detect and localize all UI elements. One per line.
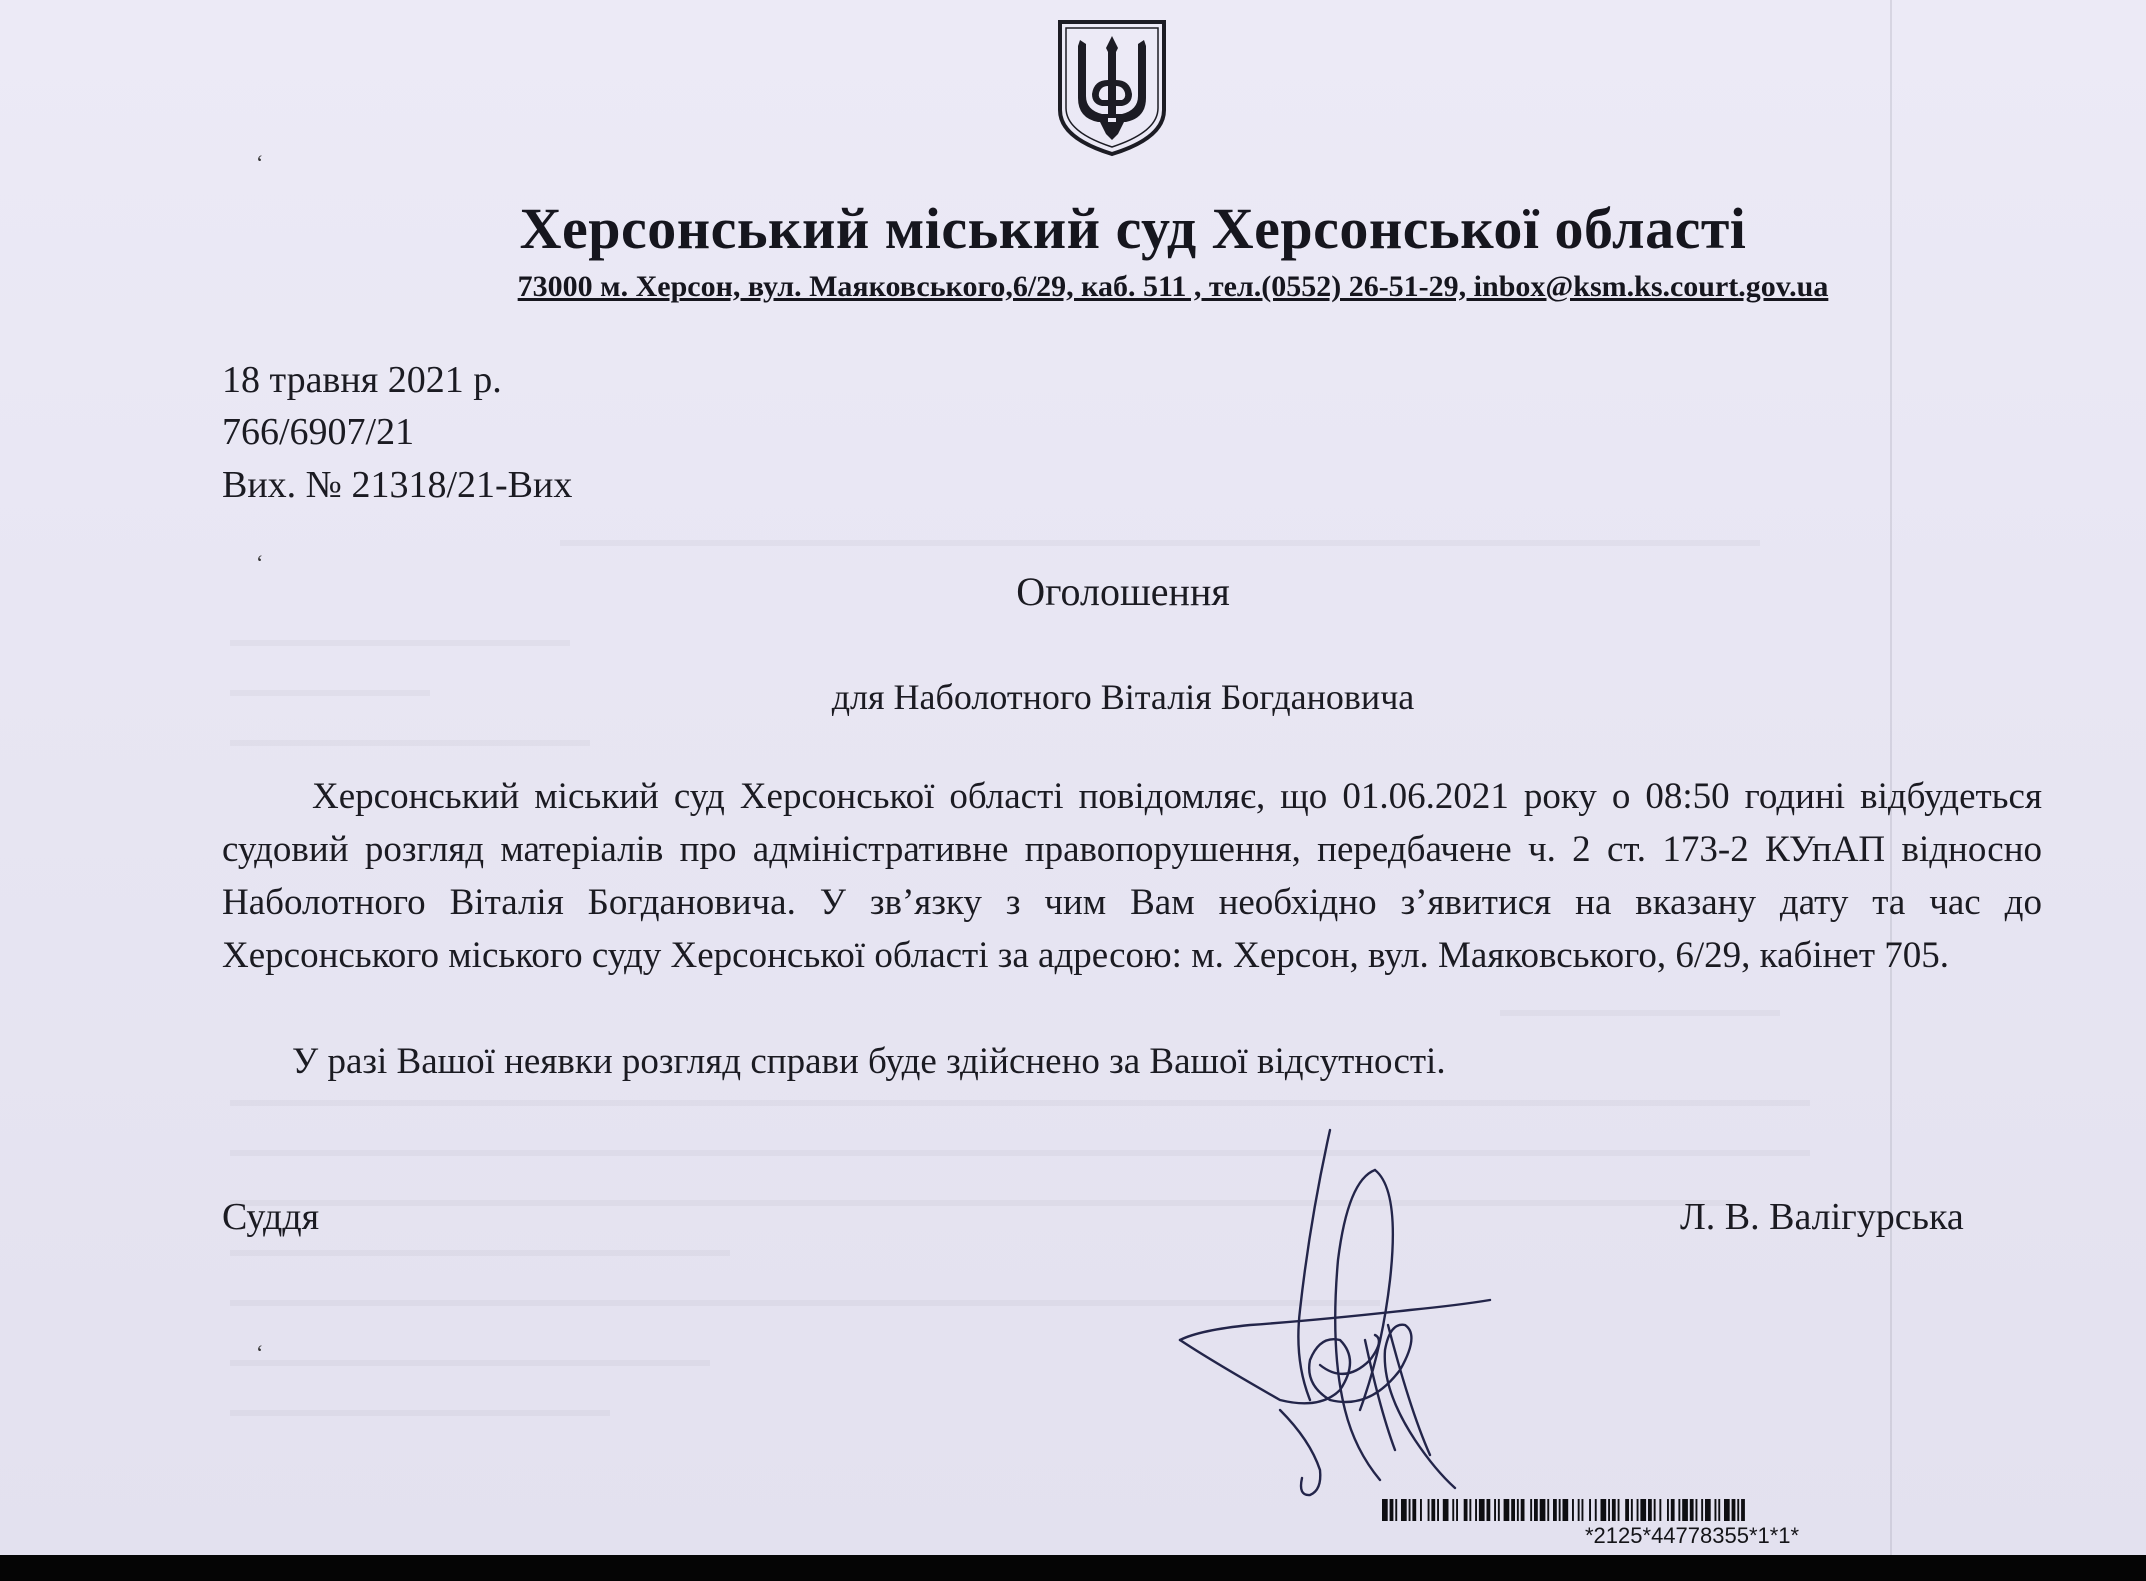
- notice-heading: Оголошення: [1016, 569, 1230, 614]
- barcode-bar: [1582, 1499, 1584, 1521]
- bleed-through-line: [230, 640, 570, 646]
- bleed-through-line: [230, 1100, 1810, 1106]
- barcode-bar: [1732, 1499, 1736, 1521]
- barcode-bar: [1452, 1499, 1454, 1521]
- barcode-bar: [1479, 1499, 1485, 1521]
- outgoing-number: Вих. № 21318/21-Вих: [222, 464, 573, 506]
- barcode-bar: [1464, 1499, 1468, 1521]
- trident-coat-of-arms-icon: [1052, 18, 1172, 158]
- notice-paragraph-1: Херсонський міський суд Херсонської області повідомляє, що 01.06.2021 року о 08:50 годині відбудеться судовий розгляд матеріалів про адміністративне правопорушення, передбачене ч. 2 ст. 173-2 КУпАП відносно Наболотного Віталія Богдановича. У зв’язку з чим Вам необхідно з’явитися на вказану дату та час до Херсонського міського суду Херсонської області за адресою: м. Херсон, вул. Маяковського, 6/29, кабінет 705.: [222, 776, 2042, 976]
- barcode-bar: [1701, 1499, 1703, 1521]
- barcode-number: *2125*44778355*1*1*: [1585, 1523, 1800, 1548]
- case-number: 766/6907/21: [222, 411, 415, 453]
- barcode-bar: [1648, 1499, 1652, 1521]
- barcode-bar: [1608, 1499, 1610, 1521]
- barcode-bar: [1671, 1499, 1675, 1521]
- bleed-through-line: [230, 1360, 710, 1366]
- barcode-bar: [1456, 1499, 1458, 1521]
- barcode-bar: [1682, 1499, 1688, 1521]
- barcode-bar: [1572, 1499, 1574, 1521]
- barcode-bar: [1625, 1499, 1629, 1521]
- barcode-bar: [1547, 1499, 1549, 1521]
- bleed-through-line: [230, 740, 590, 746]
- barcode-bar: [1690, 1499, 1694, 1521]
- barcode-bar: [1511, 1499, 1515, 1521]
- barcode-bar: [1718, 1499, 1720, 1521]
- barcode-bar: [1696, 1499, 1698, 1521]
- judge-role-label: Суддя: [222, 1196, 320, 1238]
- barcode-bar: [1715, 1499, 1717, 1521]
- barcode-bar: [1517, 1499, 1519, 1521]
- barcode-bar: [1589, 1499, 1591, 1521]
- barcode-bar: [1437, 1499, 1439, 1521]
- barcode: [1382, 1499, 2044, 1521]
- barcode-bar: [1631, 1499, 1633, 1521]
- barcode-bar: [1724, 1499, 1730, 1521]
- barcode-bar: [1595, 1499, 1597, 1521]
- barcode-bar: [1654, 1499, 1656, 1521]
- court-title: Херсонський міський суд Херсонської області: [519, 196, 1747, 261]
- barcode-bar: [1475, 1499, 1477, 1521]
- barcode-bar: [1443, 1499, 1449, 1521]
- notice-addressee: для Наболотного Віталія Богдановича: [831, 677, 1415, 717]
- document-date: 18 травня 2021 р.: [222, 359, 502, 401]
- barcode-bar: [1601, 1499, 1607, 1521]
- barcode-bar: [1428, 1499, 1430, 1521]
- barcode-bar: [1530, 1499, 1532, 1521]
- barcode-bar: [1618, 1499, 1620, 1521]
- margin-mark: ʻ: [256, 550, 264, 575]
- barcode-bar: [1667, 1499, 1669, 1521]
- barcode-bar: [1553, 1499, 1557, 1521]
- margin-mark: ʻ: [256, 150, 264, 175]
- bleed-through-line: [1500, 1010, 1780, 1016]
- barcode-bar: [1534, 1499, 1538, 1521]
- barcode-bar: [1504, 1499, 1510, 1521]
- barcode-bar: [1563, 1499, 1569, 1521]
- barcode-bar: [1678, 1499, 1680, 1521]
- bleed-through-line: [230, 1150, 1810, 1156]
- barcode-bar: [1409, 1499, 1411, 1521]
- judge-name: Л. В. Валігурська: [1680, 1196, 1964, 1238]
- margin-mark: ʻ: [256, 1340, 264, 1365]
- barcode-bar: [1395, 1499, 1397, 1521]
- bleed-through-line: [230, 1250, 730, 1256]
- handwritten-signature: [1170, 1110, 1500, 1510]
- barcode-bar: [1412, 1499, 1416, 1521]
- barcode-bar: [1469, 1499, 1471, 1521]
- barcode-bar: [1401, 1499, 1407, 1521]
- barcode-bar: [1494, 1499, 1496, 1521]
- barcode-bar: [1659, 1499, 1661, 1521]
- barcode-bar: [1487, 1499, 1491, 1521]
- barcode-bar: [1612, 1499, 1616, 1521]
- barcode-bar: [1390, 1499, 1394, 1521]
- barcode-bar: [1559, 1499, 1561, 1521]
- barcode-bar: [1540, 1499, 1546, 1521]
- barcode-bar: [1578, 1499, 1580, 1521]
- barcode-bar: [1640, 1499, 1646, 1521]
- notice-paragraph-2: У разі Вашої неявки розгляд справи буде здійснено за Вашої відсутності.: [292, 1041, 1446, 1082]
- barcode-bar: [1705, 1499, 1711, 1521]
- barcode-bar: [1741, 1499, 1745, 1521]
- barcode-bar: [1382, 1499, 1388, 1521]
- bleed-through-line: [230, 1410, 610, 1416]
- bleed-through-line: [230, 1200, 1730, 1206]
- court-address: 73000 м. Херсон, вул. Маяковського,6/29, каб. 511 , тел.(0552) 26-51-29, inbox@ksm.ks.court.gov.ua: [517, 270, 1829, 303]
- barcode-bar: [1737, 1499, 1739, 1521]
- barcode-bar: [1637, 1499, 1639, 1521]
- barcode-bar: [1521, 1499, 1525, 1521]
- barcode-bar: [1420, 1499, 1422, 1521]
- barcode-bar: [1431, 1499, 1435, 1521]
- barcode-bar: [1498, 1499, 1500, 1521]
- bleed-through-line: [560, 540, 1760, 546]
